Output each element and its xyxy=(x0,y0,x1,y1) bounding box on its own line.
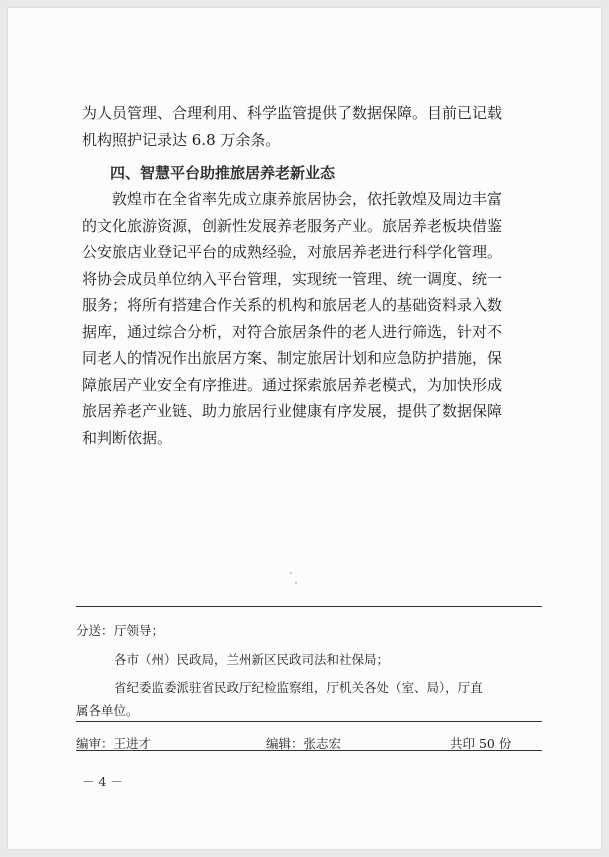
distribution-recipient: 属各单位。 xyxy=(76,703,139,718)
scan-speck xyxy=(290,572,292,574)
paragraph-line: 据库，通过综合分析，对符合旅居条件的老人进行筛选，针对不 xyxy=(82,322,503,341)
distribution-recipient: 省纪委监委派驻省民政厅纪检监察组，厅机关各处（室、局），厅直 xyxy=(114,680,483,695)
document-page xyxy=(8,8,601,849)
paragraph-line: 的文化旅游资源，创新性发展养老服务产业。旅居养老板块借鉴 xyxy=(82,216,503,235)
paragraph-line: 为人员管理、合理利用、科学监管提供了数据保障。目前已记载 xyxy=(82,104,503,122)
paragraph-line: 将协会成员单位纳入平台管理，实现统一管理、统一调度、统一 xyxy=(82,269,503,288)
footer-bottom-rule xyxy=(76,750,542,751)
footer-editor: 编辑：张志宏 xyxy=(266,736,342,751)
distribution-recipient: 各市（州）民政局，兰州新区民政司法和社保局； xyxy=(114,652,390,667)
scan-speck xyxy=(295,582,297,584)
footer-reviewer: 编审：王进才 xyxy=(76,736,152,751)
paragraph-line: 旅居养老产业链、助力旅居行业健康有序发展，提供了数据保障 xyxy=(82,402,503,420)
paragraph-main xyxy=(82,186,542,451)
paragraph-line: 障旅居产业安全有序推进。通过探索旅居养老模式，为加快形成 xyxy=(82,375,503,394)
section-heading: 四、智慧平台助推旅居养老新业态 xyxy=(110,164,336,182)
page-number: － 4 － xyxy=(82,774,123,789)
footer-top-rule xyxy=(76,721,542,722)
distribution-recipient: 厅领导； xyxy=(114,623,165,638)
paragraph-line: 公安旅店业登记平台的成熟经验，对旅居养老进行科学化管理。 xyxy=(82,243,503,261)
paragraph-line: 机构照护记录达 6.8 万余条。 xyxy=(82,130,281,149)
paragraph-line: 服务；将所有搭建合作关系的机构和旅居老人的基础资料录入数 xyxy=(82,296,503,314)
footer-copies: 共印 50 份 xyxy=(450,736,512,751)
paragraph-line: 和判断依据。 xyxy=(82,428,173,447)
paragraph-top xyxy=(82,100,542,153)
paragraph-line: 敦煌市在全省率先成立康养旅居协会，依托敦煌及周边丰富 xyxy=(82,190,503,208)
distribution-top-rule xyxy=(76,606,542,607)
distribution-label: 分送： xyxy=(76,623,114,638)
paragraph-line: 同老人的情况作出旅居方案、制定旅居计划和应急防护措施，保 xyxy=(82,349,503,367)
